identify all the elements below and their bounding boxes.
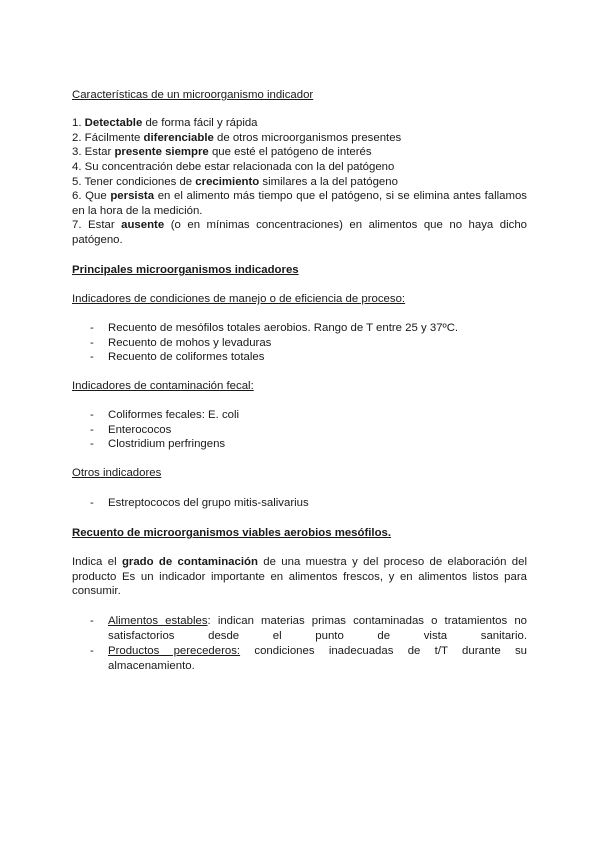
list-item — [72, 218, 527, 247]
section-heading-recuento: Recuento de microorganismos viables aerobios mesófilos. — [72, 527, 392, 539]
item-number: 6. — [72, 190, 82, 202]
item-text: Su concentración debe estar relacionada con la del patógeno — [84, 161, 395, 173]
item-number: 1. — [72, 117, 82, 129]
dash-glyph: - — [90, 409, 94, 421]
item-text: Estar — [88, 219, 122, 231]
item-bold: presente siempre — [114, 146, 209, 158]
item-text: Que — [85, 190, 111, 202]
item-text: de otros microorganismos presentes — [213, 132, 402, 144]
item-text: Tener condiciones de — [84, 176, 196, 188]
dash-glyph: - — [90, 615, 94, 627]
bullet-text: condiciones inadecuadas de t/T durante su almacenamiento. — [108, 645, 528, 672]
item-number: 4. — [72, 161, 82, 173]
item-bold: ausente — [121, 219, 165, 231]
item-text: que esté el patógeno de interés — [208, 146, 372, 158]
item-text: de forma fácil y rápida — [142, 117, 258, 129]
dash-glyph: - — [90, 424, 94, 436]
item-text: Estar — [84, 146, 115, 158]
item-text: en el alimento más tiempo que el patógeno, si se elimina antes fallamos en la hora de la medición. — [72, 190, 527, 217]
item-text: Fácilmente — [84, 132, 144, 144]
bullet-item: Coliformes fecales: E. coli — [108, 409, 240, 421]
bullet-item: Clostridium perfringens — [108, 438, 226, 450]
item-bold: persista — [110, 190, 155, 202]
recuento-paragraph — [72, 555, 527, 599]
list-item — [72, 189, 527, 218]
dash-glyph: - — [90, 322, 94, 334]
list-item — [72, 175, 527, 190]
bullet-label: Alimentos estables — [108, 615, 208, 627]
bullet-text: indican materias primas contaminadas o tratamientos no satisfactorios desde el punto de vista sanitario. — [108, 615, 527, 642]
section-title-caracteristicas: Características de un microorganismo indicador — [72, 89, 314, 101]
bullet-item-alimentos-estables — [108, 614, 527, 643]
group-heading-fecal: Indicadores de contaminación fecal: — [72, 380, 254, 392]
item-bold: Detectable — [84, 117, 143, 129]
bullet-item: Recuento de mohos y levaduras — [108, 337, 272, 349]
item-bold: diferenciable — [143, 132, 214, 144]
paragraph-text: Indica el — [72, 556, 122, 568]
paragraph-bold: grado de contaminación — [121, 556, 258, 568]
item-text: (o en mínimas concentraciones) en alimentos que no haya dicho patógeno. — [72, 219, 527, 246]
bullet-item: Recuento de mesófilos totales aerobios. Rango de T entre 25 y 37ºC. — [108, 322, 459, 334]
list-item — [72, 116, 527, 131]
group-heading-manejo: Indicadores de condiciones de manejo o de eficiencia de proceso: — [72, 293, 406, 305]
item-bold: crecimiento — [195, 176, 260, 188]
list-item — [72, 145, 527, 160]
bullet-item-productos-perecederos — [108, 644, 527, 673]
item-number: 3. — [72, 146, 82, 158]
section-heading-principales: Principales microorganismos indicadores — [72, 264, 299, 276]
list-item — [72, 131, 527, 146]
bullet-label: Productos perecederos: — [108, 645, 241, 657]
group-heading-otros: Otros indicadores — [72, 467, 162, 479]
dash-glyph: - — [90, 438, 94, 450]
bullet-item: Recuento de coliformes totales — [108, 351, 265, 363]
dash-glyph: - — [90, 351, 94, 363]
dash-glyph: - — [90, 497, 94, 509]
bullet-sep: : — [207, 615, 211, 627]
item-number: 5. — [72, 176, 82, 188]
item-number: 2. — [72, 132, 82, 144]
dash-glyph: - — [90, 645, 94, 657]
item-text: similares a la del patógeno — [259, 176, 398, 188]
dash-glyph: - — [90, 337, 94, 349]
item-number: 7. — [72, 219, 82, 231]
bullet-item: Estreptococos del grupo mitis-salivarius — [108, 497, 309, 509]
paragraph-text: de una muestra y del proceso de elaboración del producto Es un indicador importante en alimentos frescos, y en alimentos listos para consumir. — [72, 556, 527, 598]
list-item — [72, 160, 527, 175]
bullet-item: Enterococos — [108, 424, 172, 436]
